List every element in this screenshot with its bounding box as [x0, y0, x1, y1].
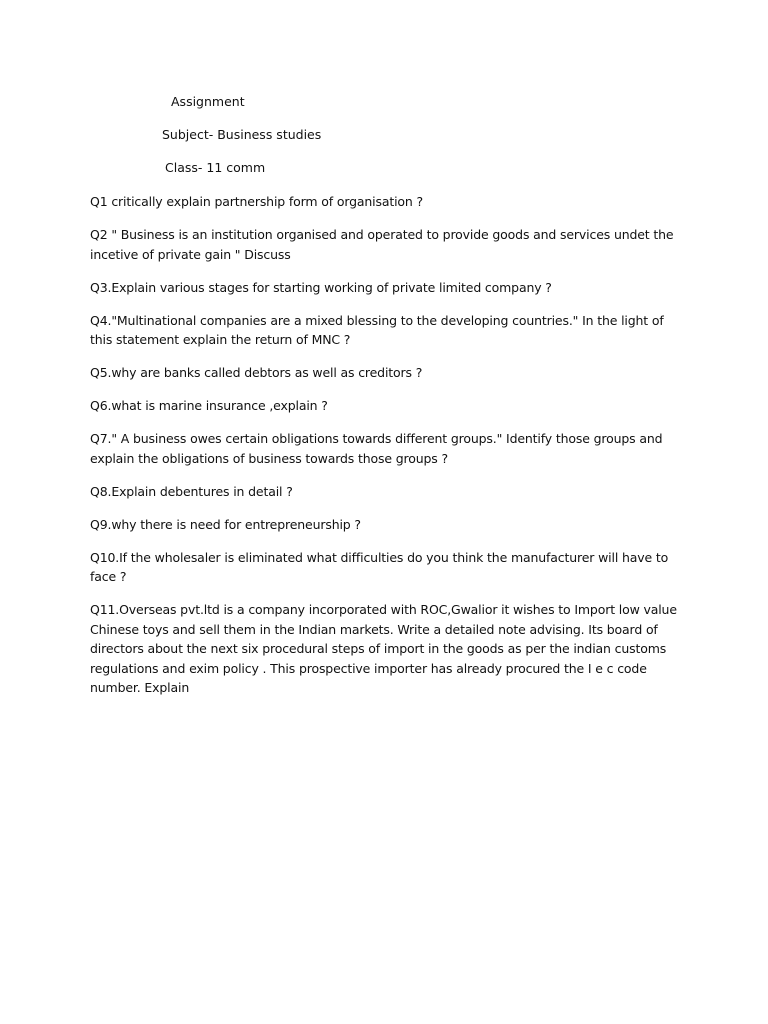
- question-5: Q5.why are banks called debtors as well as creditors ?: [90, 365, 423, 380]
- question-3: Q3.Explain various stages for starting working of private limited company ?: [90, 279, 552, 295]
- assignment-title: Assignment: [171, 94, 245, 109]
- question-1: Q1 critically explain partnership form of organisation ?: [90, 194, 424, 209]
- question-9: Q9.why there is need for entrepreneurship ?: [90, 516, 361, 532]
- question-2: Q2 " Business is an institution organised and operated to provide goods and services undet the incetive of private gain " Discuss: [90, 227, 674, 262]
- question-11: Q11.Overseas pvt.ltd is a company incorporated with ROC,Gwalior it wishes to Import low value Chinese toys and sell them in the Indian markets. Write a detailed note advising. Its board of directors about the next six procedural steps of import in the goods as per the indian customs regulations and exim policy . This prospective importer has already procured the I e c code number. Explain: [90, 602, 677, 695]
- question-7: Q7." A business owes certain obligations towards different groups." Identify those groups and explain the obligations of business towards those groups ?: [90, 431, 663, 466]
- subject-line: Subject- Business studies: [162, 127, 322, 142]
- question-10: Q10.If the wholesaler is eliminated what difficulties do you think the manufacturer will have to face ?: [90, 549, 669, 584]
- question-4: Q4."Multinational companies are a mixed blessing to the developing countries." In the light of this statement explain the return of MNC ?: [90, 312, 664, 347]
- question-8: Q8.Explain debentures in detail ?: [90, 483, 293, 499]
- question-list: [90, 192, 680, 711]
- question-6: Q6.what is marine insurance ,explain ?: [90, 398, 328, 413]
- class-line: Class- 11 comm: [165, 160, 266, 175]
